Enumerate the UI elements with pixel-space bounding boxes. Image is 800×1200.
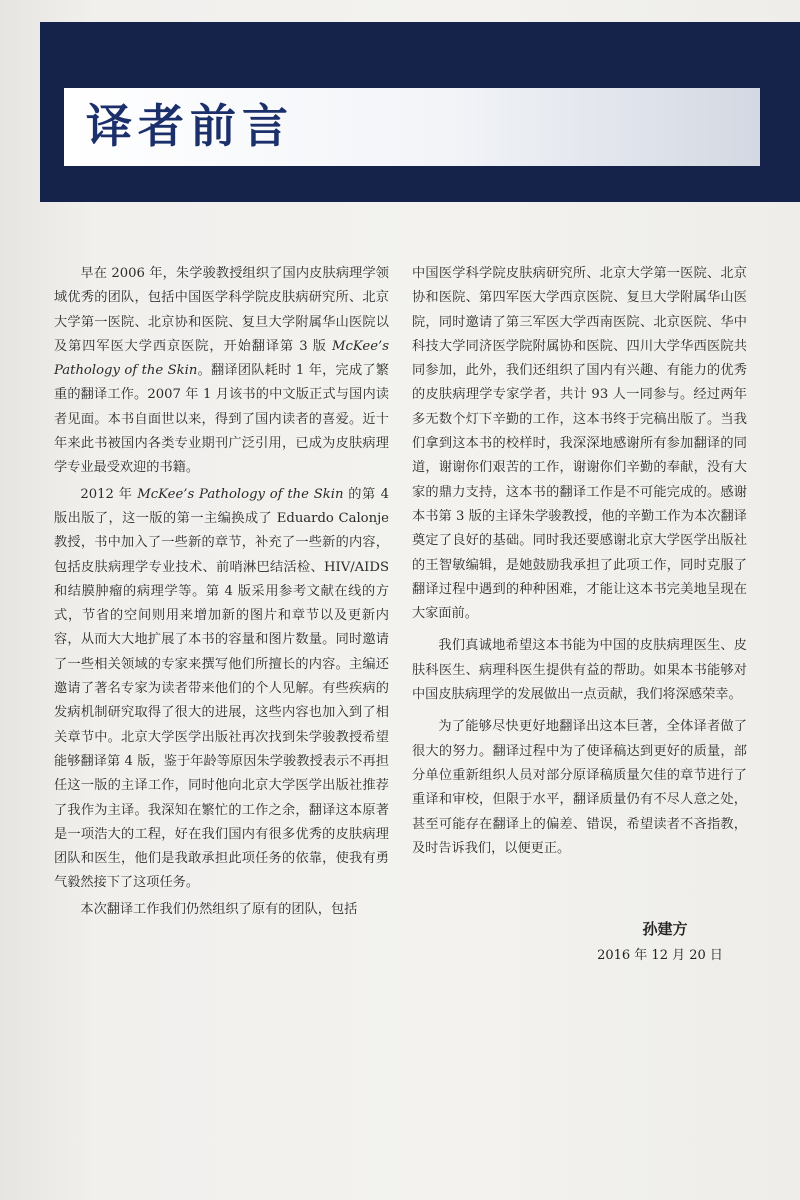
paragraph-4: 我们真诚地希望这本书能为中国的皮肤病理医生、皮肤科医生、病理科医生提供有益的帮助。如果本书能够对中国皮肤病理学的发展做出一点贡献，我们将深感荣幸。 <box>412 638 747 703</box>
paragraph-5: 为了能够尽快更好地翻译出这本巨著，全体译者做了很大的努力。翻译过程中为了使译稿达到更好的质量，部分单位重新组织人员对部分原译稿质量欠佳的章节进行了重译和审校，但限于水平，翻译质量仍有不尽人意之处，甚至可能存在翻译上的偏差、错误，希望读者不吝指教，及时告诉我们，以便更正。 <box>412 719 747 856</box>
signature-date: 2016 年 12 月 20 日 <box>597 948 723 963</box>
right-column <box>412 262 747 861</box>
paragraph-3: 本次翻译工作我们仍然组织了原有的团队，包括 <box>80 901 358 917</box>
page-title: 译者前言 <box>86 99 294 153</box>
paragraph-3-continued: 中国医学科学院皮肤病研究所、北京大学第一医院、北京协和医院、第四军医大学西京医院、复旦大学附属华山医院，同时邀请了第三军医大学西南医院、北京医院、华中科技大学同济医学院附属协和医院、四川大学华西医院共同参加，此外，我们还组织了国内有兴趣、有能力的优秀的皮肤病理学专家学者，共计 93 人一同参与。经过两年多无数个灯下辛勤的工作，这本书终于完稿出版了。当我们拿到这本书的校样时，我深深地感谢所有参加翻译的同道，谢谢你们艰苦的工作，谢谢你们辛勤的奉献，没有大家的鼎力支持，这本书的翻译工作是不可能完成的。感谢本书第 3 版的主译朱学骏教授，他的辛勤工作为本次翻译奠定了良好的基础。同时我还要感谢北京大学医学出版社的王智敏编辑，是她鼓励我承担了此项工作，同时克服了翻译过程中遇到的种种困难，才能让这本书完美地呈现在大家面前。 <box>412 266 747 622</box>
translator-signature: 孙建方 <box>642 920 688 938</box>
left-column <box>54 262 389 922</box>
paragraph-1: 早在 2006 年，朱学骏教授组织了国内皮肤病理学领域优秀的团队，包括中国医学科学院皮肤病研究所、北京大学第一医院、北京协和医院、复旦大学附属华山医院以及第四军医大学西京医院，开始翻译第 3 版 McKee’s Pathology of the Skin。翻译团队耗时 1 年，完成了繁重的翻译工作。2007 年 1 月该书的中文版正式与国内读者见面。本书自面世以来，得到了国内读者的喜爱。近十年来此书被国内各类专业期刊广泛引用，已成为皮肤病理学专业最受欢迎的书籍。 <box>54 266 389 476</box>
paragraph-2: 2012 年 McKee’s Pathology of the Skin 的第 4 版出版了，这一版的第一主编换成了 Eduardo Calonje 教授，书中加入了一些新的章节，补充了一些新的内容，包括皮肤病理学专业技术、前哨淋巴结活检、HIV/AIDS 和结膜肿瘤的病理学等。第 4 版采用参考文献在线的方式，节省的空间则用来增加新的图片和章节以及更新内容，从而大大地扩展了本书的容量和图片数量。同时邀请了一些相关领域的专家来撰写他们所擅长的内容。主编还邀请了著名专家为读者带来他们的个人见解。有些疾病的发病机制研究取得了很大的进展，这些内容也加入到了相关章节中。北京大学医学出版社再次找到朱学骏教授希望能够翻译第 4 版，鉴于年龄等原因朱学骏教授表示不再担任这一版的主译工作，同时他向北京大学医学出版社推荐了我作为主译。我深知在繁忙的工作之余，翻译这本原著是一项浩大的工程，好在我们国内有很多优秀的皮肤病理团队和医生，他们是我敢承担此项任务的依靠，使我有勇气毅然接下了这项任务。 <box>54 486 389 891</box>
